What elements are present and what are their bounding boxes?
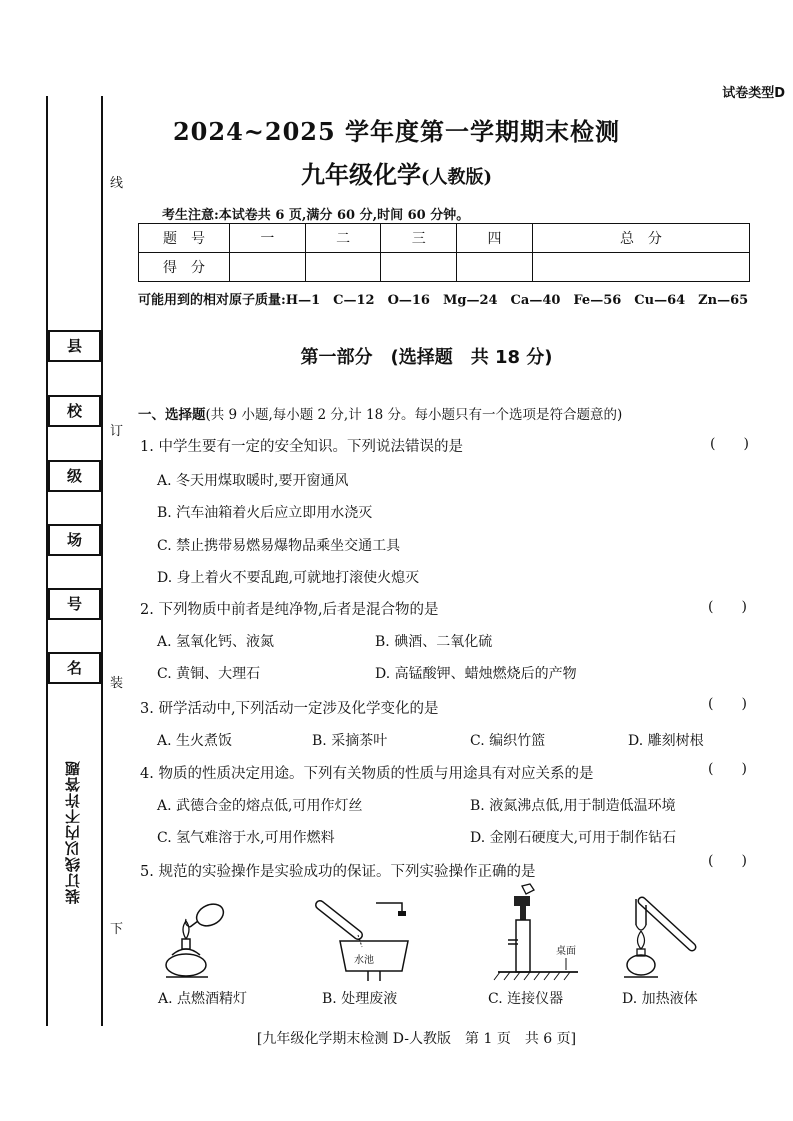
score-cell [230, 253, 306, 282]
atomic-masses: 可能用到的相对原子质量:H—1 C—12 O—16 Mg—24 Ca—40 Fe—56 Cu—64 Zn—65 [138, 293, 749, 308]
side-field-county: 县 [48, 330, 101, 362]
question-option: D. 身上着火不要乱跑,可就地打滚使火熄灭 [157, 570, 420, 586]
question-stem: 5. 规范的实验操作是实验成功的保证。下列实验操作正确的是 [140, 864, 536, 880]
question-option: A. 生火煮饭 [157, 733, 233, 749]
figure-caption: B. 处理废液 [322, 991, 398, 1007]
score-cell: 四 [457, 224, 533, 253]
binding-warning-text: 装订线以内不许答题 [64, 760, 82, 904]
answer-bracket: ( ) [708, 761, 747, 777]
side-field-exam-room: 场 [48, 524, 101, 556]
score-cell: 总 分 [532, 224, 749, 253]
answer-bracket: ( ) [710, 436, 749, 452]
binding-mark-ding: 订 [110, 424, 124, 439]
question-option: B. 碘酒、二氧化硫 [375, 634, 493, 650]
question-option: A. 武德合金的熔点低,可用作灯丝 [157, 798, 363, 814]
question-option: B. 液氮沸点低,用于制造低温环境 [470, 798, 676, 814]
figure-caption: D. 加热液体 [622, 991, 698, 1007]
side-field-seat-number: 号 [48, 588, 101, 620]
answer-bracket: ( ) [708, 696, 747, 712]
answer-bracket: ( ) [708, 853, 747, 869]
score-table [138, 223, 750, 282]
heating-liquid-figure [622, 895, 702, 985]
binding-mark-xia: 下 [110, 922, 124, 937]
edition-label: (人教版) [420, 167, 493, 188]
score-cell [381, 253, 457, 282]
section-intro [138, 403, 622, 423]
margin-line-left [46, 96, 48, 1026]
answer-bracket: ( ) [708, 599, 747, 615]
paper-type-label: 试卷类型D [722, 86, 785, 101]
connect-apparatus-figure [478, 880, 588, 984]
figure-caption: A. 点燃酒精灯 [158, 991, 248, 1007]
part-title: 第一部分 (选择题 共 18 分) [300, 347, 553, 368]
side-field-name: 名 [48, 652, 101, 684]
score-cell: 三 [381, 224, 457, 253]
page-footer: [九年级化学期末检测 D-人教版 第 1 页 共 6 页] [256, 1031, 577, 1047]
margin-line-right [101, 96, 103, 1026]
score-cell: 二 [305, 224, 381, 253]
question-option: D. 高锰酸钾、蜡烛燃烧后的产物 [375, 666, 577, 682]
score-cell: 题 号 [139, 224, 230, 253]
question-option: B. 汽车油箱着火后应立即用水浇灭 [157, 505, 373, 521]
question-option: C. 编织竹篮 [470, 733, 546, 749]
side-field-school: 校 [48, 395, 101, 427]
exam-title: 2024~2025 学年度第一学期期末检测 [172, 117, 621, 146]
question-option: B. 采摘茶叶 [312, 733, 388, 749]
binding-mark-zhuang: 装 [110, 676, 124, 691]
sink-label: 水池 [354, 955, 374, 966]
question-stem: 3. 研学活动中,下列活动一定涉及化学变化的是 [140, 701, 439, 717]
question-option: C. 氢气难溶于水,可用作燃料 [157, 830, 335, 846]
question-option: A. 冬天用煤取暖时,要开窗通风 [157, 473, 349, 489]
binding-mark-xian: 线 [110, 176, 124, 191]
question-stem: 1. 中学生要有一定的安全知识。下列说法错误的是 [140, 439, 463, 455]
question-stem: 2. 下列物质中前者是纯净物,后者是混合物的是 [140, 602, 439, 618]
question-option: A. 氢氧化钙、液氮 [157, 634, 275, 650]
question-option: C. 黄铜、大理石 [157, 666, 261, 682]
exam-subtitle [0, 155, 793, 190]
section-intro-rest: (共 9 小题,每小题 2 分,计 18 分。每小题只有一个选项是符合题意的) [205, 407, 623, 423]
side-field-class: 级 [48, 460, 101, 492]
alcohol-lamp-lighting-figure [160, 895, 240, 985]
score-cell: 得 分 [139, 253, 230, 282]
table-label: 桌面 [556, 946, 576, 957]
exam-notice: 考生注意:本试卷共 6 页,满分 60 分,时间 60 分钟。 [162, 208, 470, 223]
figure-caption: C. 连接仪器 [488, 991, 564, 1007]
question-stem: 4. 物质的性质决定用途。下列有关物质的性质与用途具有对应关系的是 [140, 766, 594, 782]
score-table-header-row [139, 224, 750, 253]
score-table-score-row [139, 253, 750, 282]
score-cell: 一 [230, 224, 306, 253]
question-option: C. 禁止携带易燃易爆物品乘坐交通工具 [157, 538, 401, 554]
score-cell [532, 253, 749, 282]
question-option: D. 雕刻树根 [628, 733, 704, 749]
score-cell [305, 253, 381, 282]
section-intro-head: 一、选择题 [138, 407, 206, 423]
waste-liquid-sink-figure [310, 893, 420, 985]
subject-name: 九年级化学 [300, 161, 421, 189]
score-cell [457, 253, 533, 282]
question-option: D. 金刚石硬度大,可用于制作钻石 [470, 830, 677, 846]
